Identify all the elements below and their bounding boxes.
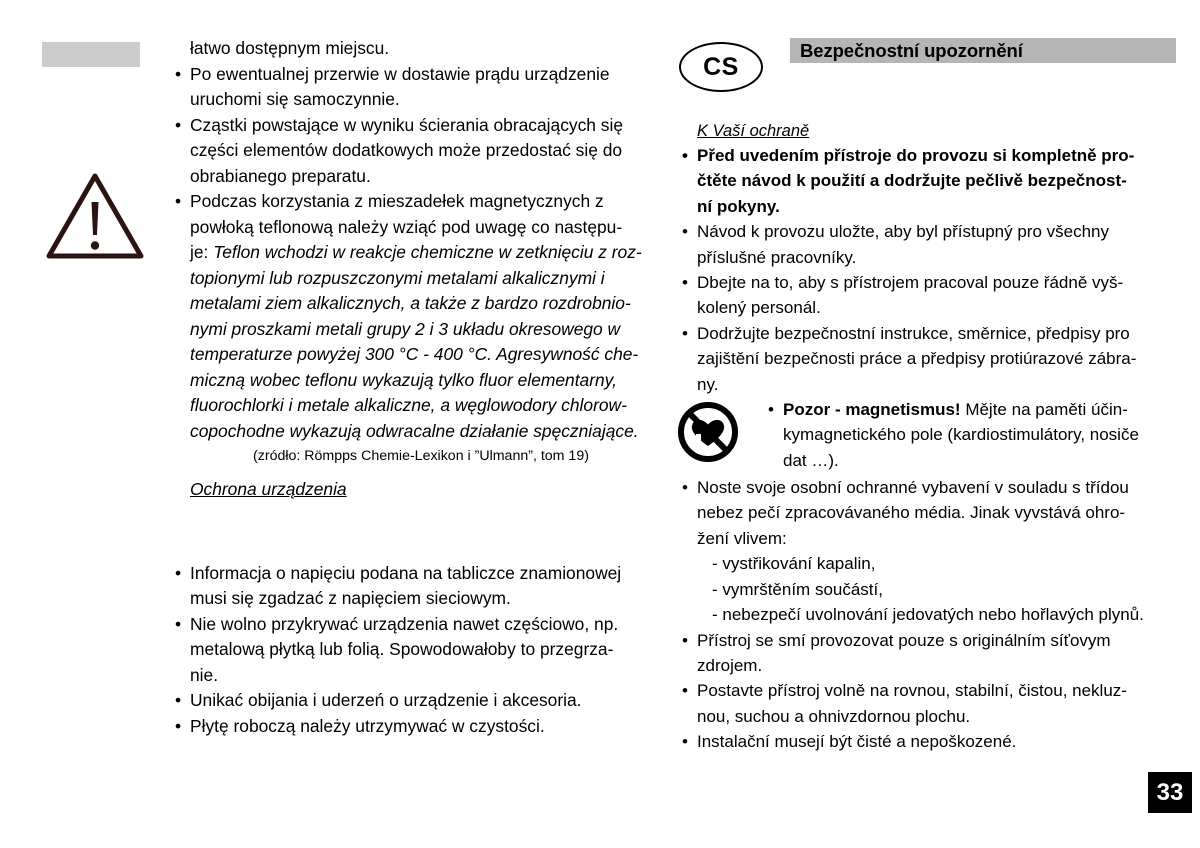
czech-line-text: ny.: [697, 374, 719, 394]
quote-text: fluorochlorki i metale alkaliczne, a węglowodory chlorow-: [190, 395, 627, 415]
quote-text: Teflon wchodzi w reakcje chemiczne w zetknięciu z roz-: [213, 242, 642, 262]
polish-device-protection-list: [172, 561, 670, 740]
bullet-glyph: •: [682, 732, 688, 752]
czech-line: [680, 704, 1180, 729]
polish-line-text: łatwo dostępnym miejscu.: [190, 38, 390, 58]
list-item: [766, 397, 1180, 422]
polish-line-text: Cząstki powstające w wyniku ścierania obracających się: [190, 114, 624, 135]
magnet-warning-line1-rest: Mějte na paměti účin-: [960, 400, 1128, 420]
magnet-warning-block: [680, 397, 1180, 475]
bullet-glyph: •: [682, 222, 688, 242]
list-item: [172, 189, 670, 215]
language-badge-label: CS: [703, 52, 739, 81]
czech-line: [766, 422, 1180, 447]
bullet-glyph: •: [175, 562, 182, 583]
polish-line-text: obrabianego preparatu.: [190, 165, 371, 186]
polish-line: [172, 393, 670, 419]
polish-line-text: musi się zgadzać z napięciem sieciowym.: [190, 588, 511, 608]
quote-text: copochodne wykazują odwracalne działanie spęczniające.: [190, 420, 639, 441]
source-citation: [172, 444, 670, 468]
czech-line-text: ní pokyny.: [697, 196, 780, 216]
czech-sub-item: [680, 602, 1180, 627]
polish-section-heading: [172, 477, 670, 503]
bullet-glyph: •: [175, 690, 182, 710]
list-item: [680, 219, 1180, 244]
page-number-badge: [1148, 772, 1192, 813]
polish-line: [172, 215, 670, 241]
polish-line: [172, 138, 670, 164]
czech-line-text: - vystřikování kapalin,: [712, 554, 876, 574]
list-item: [680, 321, 1180, 346]
polish-line: [172, 419, 670, 445]
list-item: [680, 270, 1180, 295]
polish-line-text: Informacja o napięciu podana na tabliczce znamionowej: [190, 562, 622, 583]
czech-line-text: čtěte návod k použití a dodržujte pečlivě bezpečnost-: [697, 171, 1127, 191]
czech-line-text: nou, suchou a ohnivzdornou plochu.: [697, 706, 971, 726]
czech-line-text: žení vlivem:: [697, 528, 787, 548]
bullet-glyph: •: [175, 191, 182, 211]
czech-line-text: zdrojem.: [697, 655, 763, 675]
bullet-glyph: •: [682, 273, 688, 293]
czech-line: [680, 295, 1180, 320]
source-citation-text: (zródło: Römpps Chemie-Lexikon i ”Ulmann”, tom 19): [253, 448, 589, 464]
list-item: [680, 678, 1180, 703]
czech-line: [680, 500, 1180, 525]
czech-line: [766, 448, 1180, 473]
czech-line: [680, 372, 1180, 397]
polish-line: [172, 164, 670, 190]
polish-line-text: uruchomi się samoczynnie.: [190, 89, 400, 109]
quote-text: metalami ziem alkalicznych, a także z bardzo rozdrobnio-: [190, 293, 631, 313]
polish-line-text: Podczas korzystania z mieszadełek magnetycznych z: [190, 191, 604, 211]
polish-line: [172, 266, 670, 292]
quote-text: temperaturze powyżej 300 °C - 400 °C. Agresywność che-: [190, 344, 639, 364]
bullet-glyph: •: [175, 715, 182, 736]
polish-line-text: powłoką teflonową należy wziąć pod uwagę co następu-: [190, 216, 623, 237]
czech-line: [680, 245, 1180, 270]
czech-line-text: kolený personál.: [697, 298, 821, 318]
bullet-glyph: •: [682, 323, 688, 343]
polish-line-text: Nie wolno przykrywać urządzenia nawet częściowo, np.: [190, 613, 619, 634]
list-item: [680, 729, 1180, 754]
list-item: [680, 475, 1180, 500]
czech-sub-item: [680, 577, 1180, 602]
czech-line-text: Přístroj se smí provozovat pouze s originálním síťovym: [697, 630, 1111, 650]
bullet-glyph: •: [175, 63, 182, 84]
left-margin-column: [0, 0, 172, 848]
polish-line: [172, 36, 670, 62]
polish-line-text: Po ewentualnej przerwie w dostawie prądu urządzenie: [190, 63, 610, 84]
bullet-glyph: •: [768, 400, 774, 420]
czech-bold-intro: [680, 143, 1180, 219]
czech-line-text: Před uvedením přístroje do provozu si kompletně pro-: [697, 146, 1135, 165]
polish-line: [172, 291, 670, 317]
quote-text: miczną wobec teflonu wykazują tylko fluor elementarny,: [190, 369, 617, 390]
czech-line-text: příslušné pracovníky.: [697, 247, 857, 267]
czech-line-text: Dodržujte bezpečnostní instrukce, směrnice, předpisy pro: [697, 323, 1130, 343]
polish-line: [172, 240, 670, 266]
list-item: [172, 688, 670, 714]
czech-line-text: Noste svoje osobní ochranné vybavení v souladu s třídou: [697, 478, 1129, 498]
bullet-glyph: •: [682, 478, 688, 498]
czech-items-after-magnet: [680, 475, 1180, 754]
polish-line: [172, 368, 670, 394]
polish-intro-block: [172, 36, 670, 240]
polish-header-bar: [42, 42, 140, 67]
no-magnet-pacemaker-icon: [677, 401, 739, 463]
polish-line: [172, 342, 670, 368]
polish-teflon-quote: [172, 240, 670, 444]
czech-line-text: Dbejte na to, aby s přístrojem pracoval pouze řádně vyš-: [697, 273, 1124, 293]
polish-line-text: Płytę roboczą należy utrzymywać w czystości.: [190, 715, 545, 736]
polish-line-text: metalową płytką lub folią. Spowodowałoby to przegrza-: [190, 639, 614, 659]
bullet-glyph: •: [175, 613, 182, 634]
list-item: [172, 612, 670, 638]
czech-line-text: zajištění bezpečnosti práce a předpisy protiúrazové zábra-: [697, 349, 1137, 369]
czech-line: [680, 346, 1180, 371]
quote-text: topionymi lub rozpuszczonymi metalami alkalicznymi i: [190, 267, 605, 288]
czech-line-text: - nebezpečí uvolnování jedovatých nebo hořlavých plynů.: [712, 605, 1144, 625]
list-item: [680, 143, 1180, 168]
czech-items-before-magnet: [680, 219, 1180, 397]
polish-line: [172, 586, 670, 612]
magnet-warning-text: [680, 397, 1180, 473]
czech-header-title: Bezpečnostní upozornění: [800, 40, 1023, 61]
czech-line-text: dat …).: [783, 450, 839, 470]
polish-line-text: części elementów dodatkowych może przedostać się do: [190, 140, 623, 160]
magnet-warning-lead: Pozor - magnetismus!: [783, 400, 961, 420]
bullet-glyph: •: [682, 630, 688, 650]
czech-section-heading-text: K Vaší ochraně: [697, 122, 810, 140]
polish-line-text: Unikać obijania i uderzeń o urządzenie i akcesoria.: [190, 690, 582, 710]
polish-text-column: [172, 36, 670, 739]
czech-line: [680, 653, 1180, 678]
polish-line: [172, 317, 670, 343]
list-item: [172, 714, 670, 740]
polish-line: [172, 87, 670, 113]
czech-line-text: nebez pečí zpracovávaného média. Jinak vyvstává ohro-: [697, 503, 1126, 523]
czech-line-text: Postavte přístroj volně na rovnou, stabilní, čistou, nekluz-: [697, 681, 1127, 701]
czech-line: [680, 526, 1180, 551]
polish-line-text: nie.: [190, 664, 219, 685]
page-number-label: 33: [1156, 778, 1184, 806]
czech-line-text: - vymrštěním součástí,: [712, 579, 883, 599]
czech-line-text: Návod k provozu uložte, aby byl přístupný pro všechny: [697, 222, 1109, 242]
czech-sub-item: [680, 551, 1180, 576]
czech-section-heading: [680, 119, 1180, 143]
polish-section-heading-text: Ochrona urządzenia: [190, 479, 347, 499]
bullet-glyph: •: [682, 146, 688, 165]
list-item: [172, 561, 670, 587]
czech-line: [680, 194, 1180, 219]
warning-triangle-icon: [45, 172, 145, 260]
list-item: [680, 628, 1180, 653]
czech-line: [680, 168, 1180, 193]
polish-line: [172, 637, 670, 663]
polish-line: [172, 663, 670, 689]
quote-prefix: je:: [190, 242, 214, 262]
czech-text-column: [680, 36, 1180, 755]
bullet-glyph: •: [175, 114, 182, 135]
czech-line-text: kymagnetického pole (kardiostimulátory, nosiče: [783, 425, 1139, 445]
bullet-glyph: •: [682, 681, 688, 701]
list-item: [172, 62, 670, 88]
czech-line-text: Instalační musejí být čisté a nepoškozené.: [697, 732, 1017, 752]
quote-text: nymi proszkami metali grupy 2 i 3 układu okresowego w: [190, 318, 621, 339]
list-item: [172, 113, 670, 139]
